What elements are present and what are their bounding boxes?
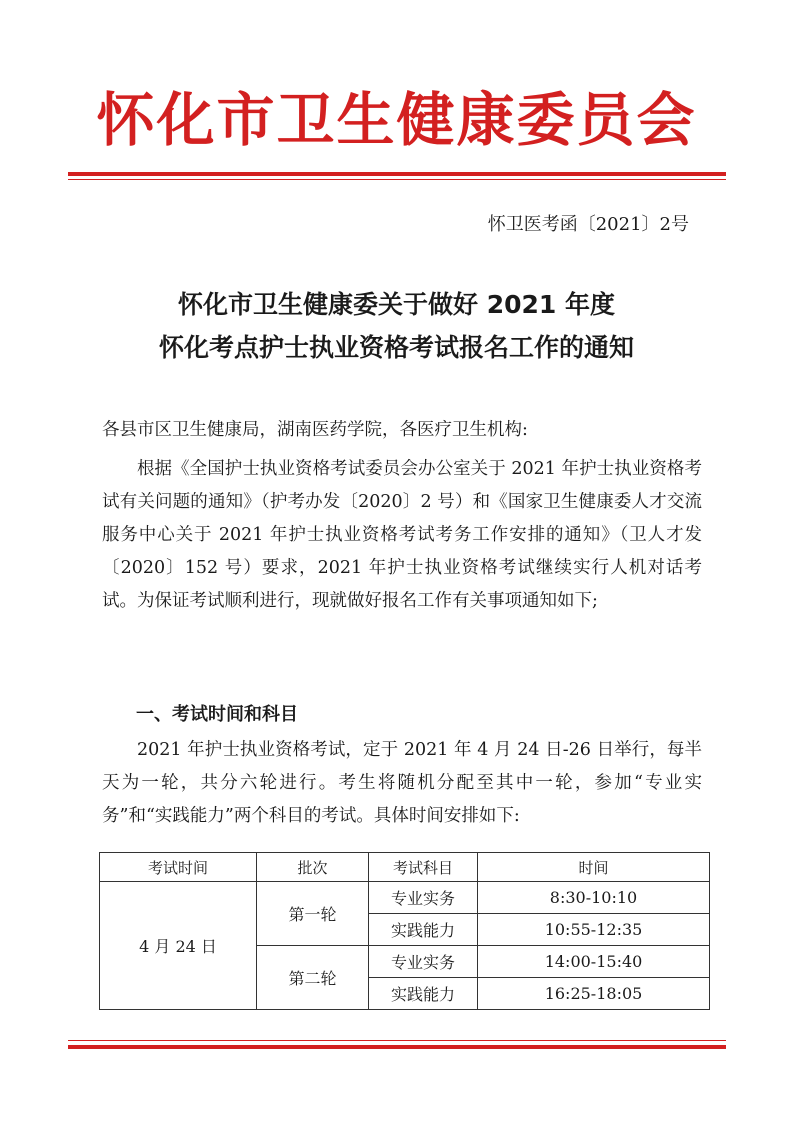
header-time: 时间 bbox=[478, 853, 710, 882]
time-cell: 16:25-18:05 bbox=[478, 978, 710, 1010]
exam-date-cell: 4 月 24 日 bbox=[100, 882, 257, 1010]
subject-cell: 实践能力 bbox=[369, 978, 478, 1010]
batch-cell: 第二轮 bbox=[257, 946, 369, 1010]
header-subject: 考试科目 bbox=[369, 853, 478, 882]
document-number: 怀卫医考函〔2021〕2号 bbox=[487, 214, 689, 235]
document-title-line2: 怀化考点护士执业资格考试报名工作的通知 bbox=[158, 333, 634, 362]
table-row bbox=[100, 882, 710, 914]
time-cell: 8:30-10:10 bbox=[478, 882, 710, 914]
letterhead-rule-thick bbox=[68, 172, 726, 176]
addressee: 各县市区卫生健康局，湖南医药学院，各医疗卫生机构: bbox=[102, 420, 528, 440]
document-title-line1: 怀化市卫生健康委关于做好 2021 年度 bbox=[178, 290, 615, 319]
schedule-table bbox=[99, 852, 710, 1010]
header-batch: 批次 bbox=[257, 853, 369, 882]
subject-cell: 专业实务 bbox=[369, 882, 478, 914]
table-header-row bbox=[100, 853, 710, 882]
subject-cell: 实践能力 bbox=[369, 914, 478, 946]
subject-cell: 专业实务 bbox=[369, 946, 478, 978]
footer-rule-thin bbox=[68, 1040, 726, 1041]
batch-cell: 第一轮 bbox=[257, 882, 369, 946]
section-1-heading: 一、考试时间和科目 bbox=[136, 704, 298, 725]
header-exam-date: 考试时间 bbox=[100, 853, 257, 882]
time-cell: 14:00-15:40 bbox=[478, 946, 710, 978]
paragraph-2: 2021 年护士执业资格考试，定于 2021 年 4 月 24 日-26 日举行，每半天为一轮，共分六轮进行。考生将随机分配至其中一轮，参加“专业实务”和“实践能力”两个科目的考试。具体时间安排如下: bbox=[102, 740, 702, 826]
letterhead-title: 怀化市卫生健康委员会 bbox=[96, 86, 697, 154]
time-cell: 10:55-12:35 bbox=[478, 914, 710, 946]
footer-rule-thick bbox=[68, 1045, 726, 1049]
paragraph-1: 根据《全国护士执业资格考试委员会办公室关于 2021 年护士执业资格考试有关问题的通知》（护考办发〔2020〕2 号）和《国家卫生健康委人才交流服务中心关于 2021 年护士执业资格考试考务工作安排的通知》（卫人才发〔2020〕152 号）要求，2021 年护士执业资格考试继续实行人机对话考试。为保证考试顺利进行，现就做好报名工作有关事项通知如下; bbox=[102, 459, 702, 611]
letterhead-rule-thin bbox=[68, 179, 726, 180]
